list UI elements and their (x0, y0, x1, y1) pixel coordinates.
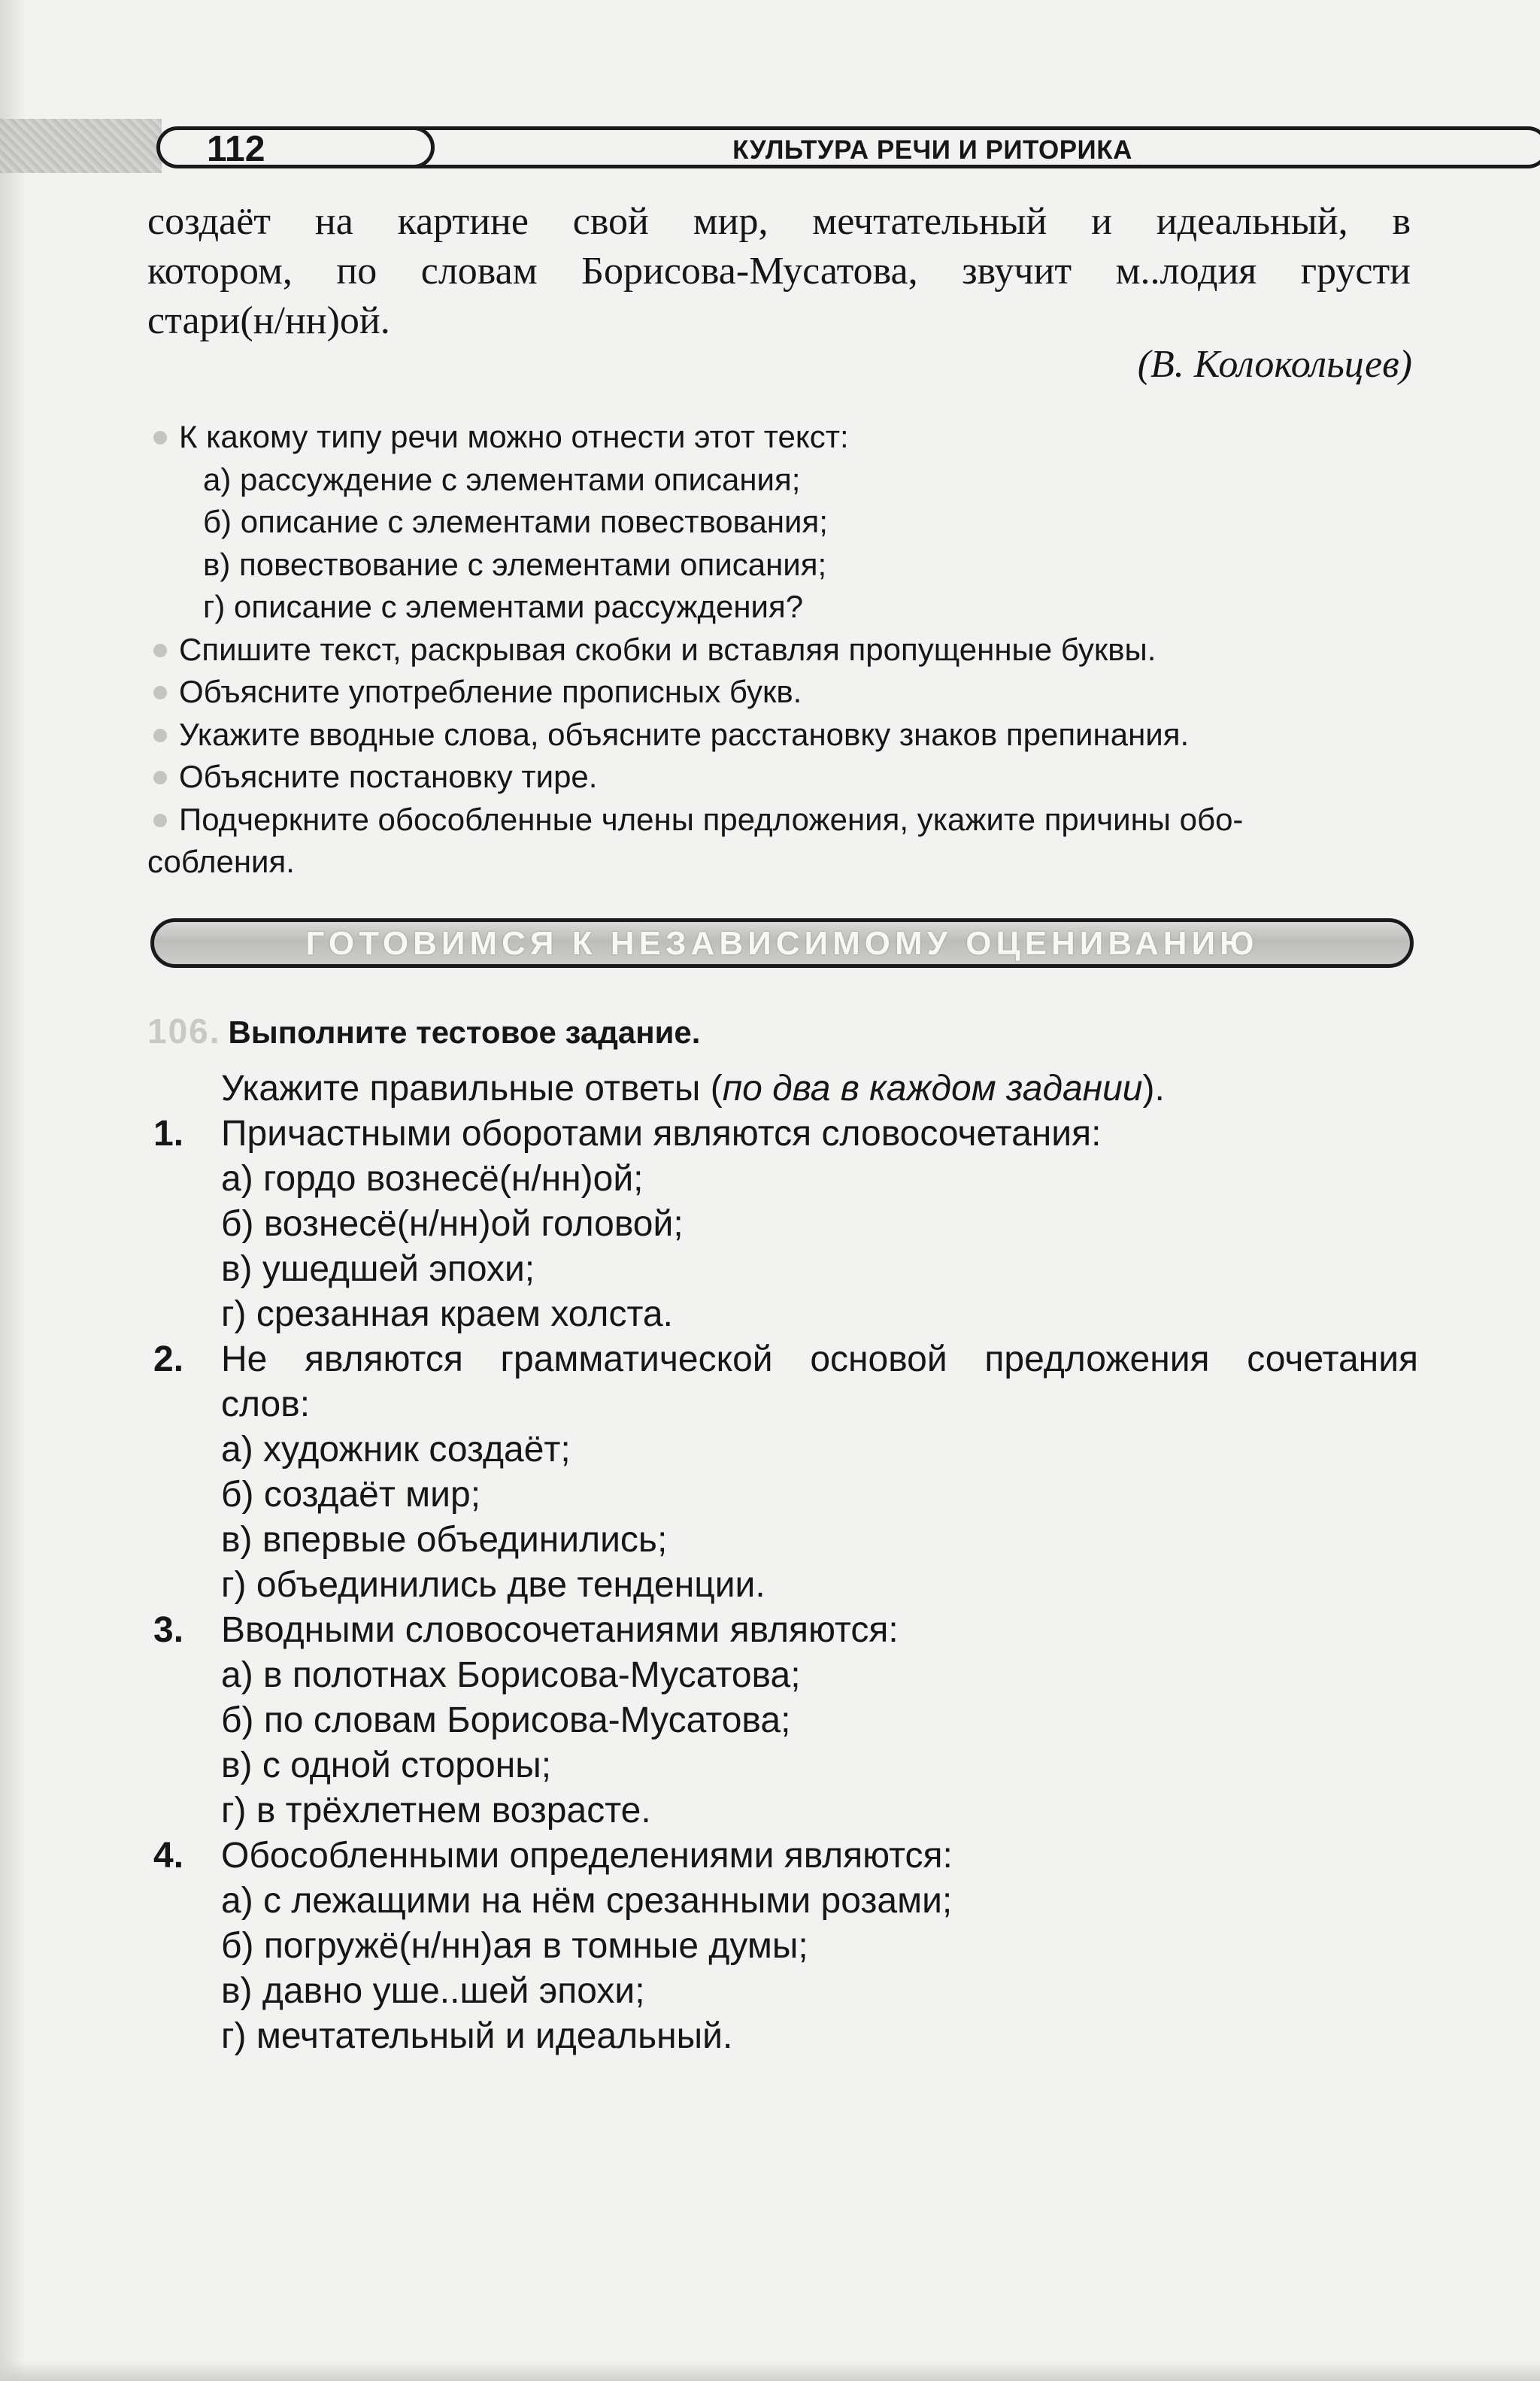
option-text: в) давно уше..шей эпохи; (221, 1971, 645, 2011)
page-number: 112 (207, 129, 265, 169)
quote-author: (В. Колокольцев) (1137, 343, 1412, 386)
option-text: б) создаёт мир; (221, 1475, 481, 1515)
bullet-icon (153, 771, 167, 784)
answer-option (147, 1969, 1418, 2014)
answer-option (147, 1924, 1418, 1969)
instruction-text: ). (1142, 1069, 1165, 1109)
question-text-continuation (147, 1382, 1418, 1427)
answer-option (147, 1202, 1418, 1247)
answer-option (147, 1292, 1418, 1337)
answer-option (147, 501, 1418, 544)
option-text: б) описание с элементами повествования; (203, 504, 828, 539)
bullet-icon (153, 431, 167, 444)
answer-option (147, 1698, 1418, 1743)
task-text: Спишите текст, раскрывая скобки и вставляя пропущенные буквы. (179, 631, 1157, 667)
question-text: слов: (221, 1385, 311, 1424)
chapter-title: КУЛЬТУРА РЕЧИ И РИТОРИКА (732, 135, 1132, 165)
bullet-icon (153, 644, 167, 657)
question-text: Причастными оборотами являются словосочетания: (221, 1114, 1102, 1154)
answer-option (147, 1879, 1418, 1924)
exercise-title: Выполните тестовое задание. (228, 1015, 701, 1050)
option-text: в) ушедшей эпохи; (221, 1249, 535, 1289)
task-text: Подчеркните обособленные члены предложения, укажите причины обо- (179, 801, 1244, 837)
option-text: в) с одной стороны; (221, 1746, 552, 1785)
task-text: Укажите вводные слова, объясните расстановку знаков препинания. (179, 716, 1190, 752)
section-title: ГОТОВИМСЯ К НЕЗАВИСИМОМУ ОЦЕНИВАНИЮ (305, 925, 1259, 962)
answer-option (147, 1473, 1418, 1518)
task-question: К какому типу речи можно отнести этот текст: (179, 419, 849, 454)
option-text: в) повествование с элементами описания; (203, 546, 827, 582)
page-number-frame (156, 126, 435, 168)
option-text: б) вознесё(н/нн)ой головой; (221, 1204, 684, 1244)
answer-option (147, 1653, 1418, 1698)
instruction-text: Укажите правильные ответы ( (221, 1069, 723, 1109)
option-text: а) гордо вознесё(н/нн)ой; (221, 1159, 644, 1199)
scan-corner-texture (0, 119, 162, 173)
question-3 (147, 1608, 1418, 1653)
task-item (147, 714, 1418, 757)
option-text: б) по словам Борисова-Мусатова; (221, 1700, 791, 1740)
task-item (147, 671, 1418, 714)
option-text: в) впервые объединились; (221, 1520, 668, 1560)
page-edge-shadow (0, 0, 26, 2381)
answer-option (147, 1518, 1418, 1563)
task-text: Объясните употребление прописных букв. (179, 674, 802, 709)
task-item (147, 799, 1418, 842)
exercise-body (147, 1066, 1418, 2059)
question-4 (147, 1834, 1418, 1879)
answer-option (147, 1247, 1418, 1292)
exercise-header (147, 1006, 1418, 1057)
option-text: а) в полотнах Борисова-Мусатова; (221, 1655, 801, 1695)
answer-option (147, 1157, 1418, 1202)
task-text: Объясните постановку тире. (179, 759, 598, 794)
task-item (147, 756, 1418, 799)
option-text: г) срезанная краем холста. (221, 1294, 673, 1334)
question-number: 1. (153, 1114, 184, 1154)
question-text: Не являются грамматической основой предложения сочетания (221, 1339, 1418, 1379)
option-text: г) в трёхлетнем возрасте. (221, 1791, 651, 1830)
quote-line: создаёт на картине свой мир, мечтательный и идеальный, в (147, 200, 1411, 243)
question-number: 3. (153, 1610, 184, 1650)
answer-option (147, 459, 1418, 502)
answer-option (147, 1788, 1418, 1834)
option-text: а) рассуждение с элементами описания; (203, 461, 801, 497)
answer-option (147, 1427, 1418, 1473)
option-text: г) мечтательный и идеальный. (221, 2016, 733, 2056)
page-bottom-shadow (0, 2361, 1540, 2381)
question-2 (147, 1337, 1418, 1382)
bullet-icon (153, 814, 167, 827)
option-text: б) погружё(н/нн)ая в томные думы; (221, 1926, 808, 1966)
answer-option (147, 2014, 1418, 2059)
question-text: Вводными словосочетаниями являются: (221, 1610, 899, 1650)
quote-line: котором, по словам Борисова-Мусатова, звучит м..лодия грусти (147, 250, 1411, 293)
exercise-number: 106. (147, 1012, 221, 1051)
question-number: 2. (153, 1339, 184, 1379)
answer-option (147, 1563, 1418, 1608)
answer-option (147, 1743, 1418, 1788)
question-number: 4. (153, 1836, 184, 1876)
task-item (147, 416, 1418, 459)
instruction-emphasis: по два в каждом задании (722, 1069, 1143, 1109)
answer-option (147, 586, 1418, 629)
question-1 (147, 1112, 1418, 1157)
exercise-instruction (147, 1066, 1418, 1112)
quote-line: стари(н/нн)ой. (147, 299, 390, 342)
exercise-106 (147, 1006, 1418, 2059)
task-list (147, 416, 1418, 884)
task-item (147, 629, 1418, 672)
option-text: г) объединились две тенденции. (221, 1565, 765, 1605)
option-text: а) художник создаёт; (221, 1430, 571, 1470)
option-text: г) описание с элементами рассуждения? (203, 589, 804, 624)
task-text: собления. (147, 844, 295, 879)
section-banner (150, 918, 1414, 968)
bullet-icon (153, 686, 167, 699)
quoted-text (147, 197, 1411, 346)
task-item-continuation (147, 841, 1418, 884)
answer-option (147, 544, 1418, 587)
question-text: Обособленными определениями являются: (221, 1836, 953, 1876)
bullet-icon (153, 729, 167, 742)
running-header (143, 120, 1414, 174)
option-text: а) с лежащими на нём срезанными розами; (221, 1881, 953, 1921)
